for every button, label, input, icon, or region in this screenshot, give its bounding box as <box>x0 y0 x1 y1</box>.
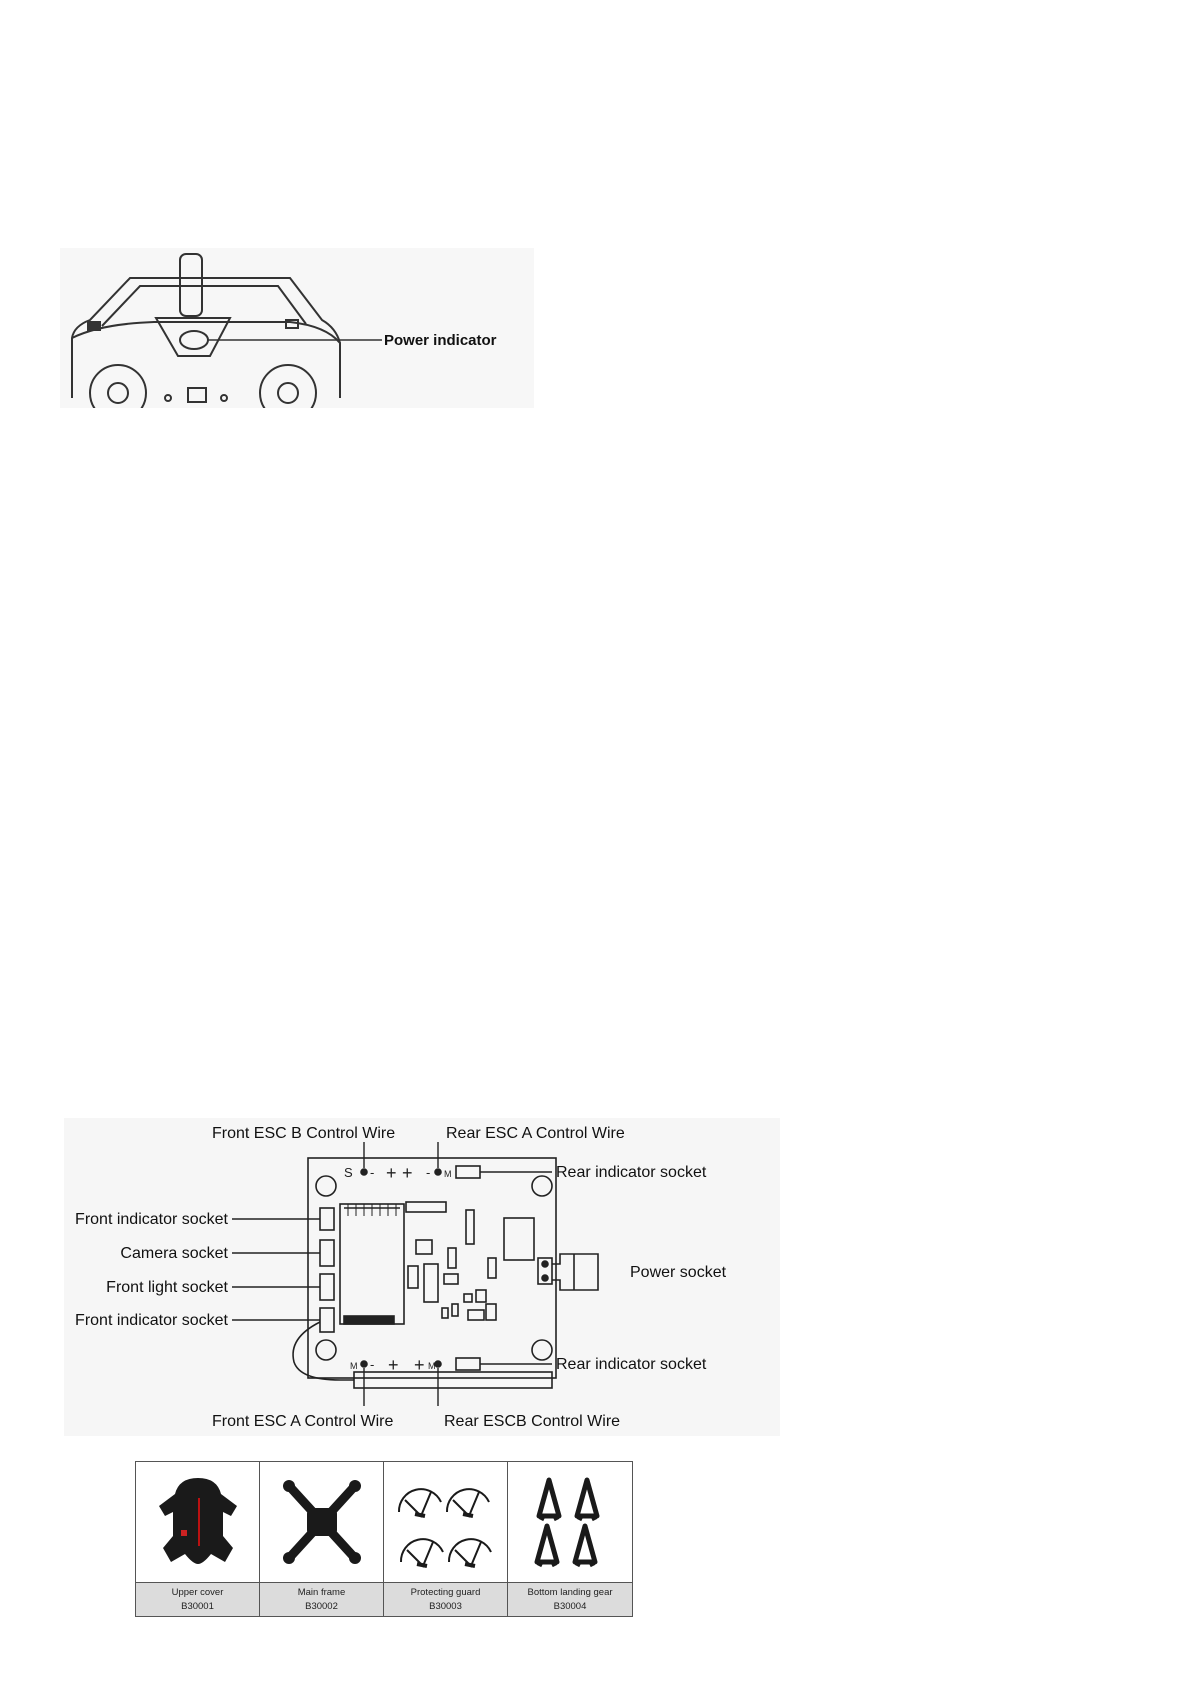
front-indicator-socket-1 <box>320 1208 334 1230</box>
svg-text:-: - <box>370 1357 375 1372</box>
landing-gear-icon <box>525 1472 615 1572</box>
protecting-guard-icon <box>391 1472 501 1572</box>
board-outline <box>308 1158 556 1378</box>
front-light-socket <box>320 1274 334 1300</box>
svg-text:S: S <box>344 1165 353 1180</box>
front-indicator-socket-label: Front indicator socket <box>75 1211 228 1228</box>
mount-hole <box>316 1340 336 1360</box>
svg-text:+: + <box>402 1163 413 1183</box>
part-code: B30002 <box>305 1600 338 1612</box>
mount-hole <box>532 1176 552 1196</box>
part-cell-protecting-guard <box>384 1462 508 1616</box>
front-indicator-socket-2 <box>320 1308 334 1332</box>
front-light-socket-label: Front light socket <box>106 1279 228 1296</box>
part-code: B30003 <box>429 1600 462 1612</box>
part-code: B30001 <box>181 1600 214 1612</box>
part-name: Bottom landing gear <box>527 1586 613 1598</box>
right-stick-icon <box>260 365 316 408</box>
svg-text:-: - <box>426 1165 431 1180</box>
power-indicator-icon <box>180 331 208 349</box>
power-indicator-label: Power indicator <box>384 332 497 349</box>
transmitter-figure <box>60 248 534 408</box>
svg-text:+: + <box>388 1355 399 1375</box>
main-frame-icon <box>277 1472 367 1572</box>
left-stick-icon <box>90 365 146 408</box>
rear-indicator-socket-label-2: Rear indicator socket <box>556 1356 707 1373</box>
circuit-board-drawing <box>64 1118 780 1436</box>
rear-esc-a-label: Rear ESC A Control Wire <box>446 1125 625 1142</box>
svg-text:M: M <box>350 1361 358 1371</box>
transmitter-drawing <box>60 248 534 408</box>
mount-hole <box>316 1176 336 1196</box>
front-esc-a-label: Front ESC A Control Wire <box>212 1413 394 1430</box>
front-indicator-socket-label-2: Front indicator socket <box>75 1312 228 1329</box>
svg-text:M: M <box>428 1361 436 1371</box>
front-esc-b-label: Front ESC B Control Wire <box>212 1125 396 1142</box>
mount-hole <box>532 1340 552 1360</box>
part-name: Main frame <box>297 1586 346 1598</box>
parts-table <box>135 1461 633 1617</box>
svg-text:M: M <box>444 1169 452 1179</box>
svg-text:-: - <box>370 1165 375 1180</box>
receiver-module <box>340 1204 404 1324</box>
transmitter-handle-outline <box>72 278 340 363</box>
chip <box>504 1218 534 1260</box>
antenna-tube <box>354 1372 552 1388</box>
rear-escb-label: Rear ESCB Control Wire <box>444 1413 621 1430</box>
part-name: Upper cover <box>171 1586 224 1598</box>
part-name: Protecting guard <box>410 1586 481 1598</box>
camera-socket-label: Camera socket <box>120 1245 228 1262</box>
part-cell-landing-gear <box>508 1462 632 1616</box>
svg-text:+: + <box>386 1163 397 1183</box>
antenna-base <box>156 318 230 356</box>
part-cell-main-frame <box>260 1462 384 1616</box>
power-socket-label: Power socket <box>630 1264 727 1281</box>
part-cell-upper-cover <box>136 1462 260 1616</box>
upper-cover-icon <box>153 1472 243 1572</box>
camera-socket <box>320 1240 334 1266</box>
part-code: B30004 <box>553 1600 587 1612</box>
power-plug-icon <box>552 1254 598 1290</box>
circuit-board-figure <box>64 1118 780 1436</box>
rear-indicator-socket-label: Rear indicator socket <box>556 1164 707 1181</box>
svg-text:+: + <box>414 1355 425 1375</box>
